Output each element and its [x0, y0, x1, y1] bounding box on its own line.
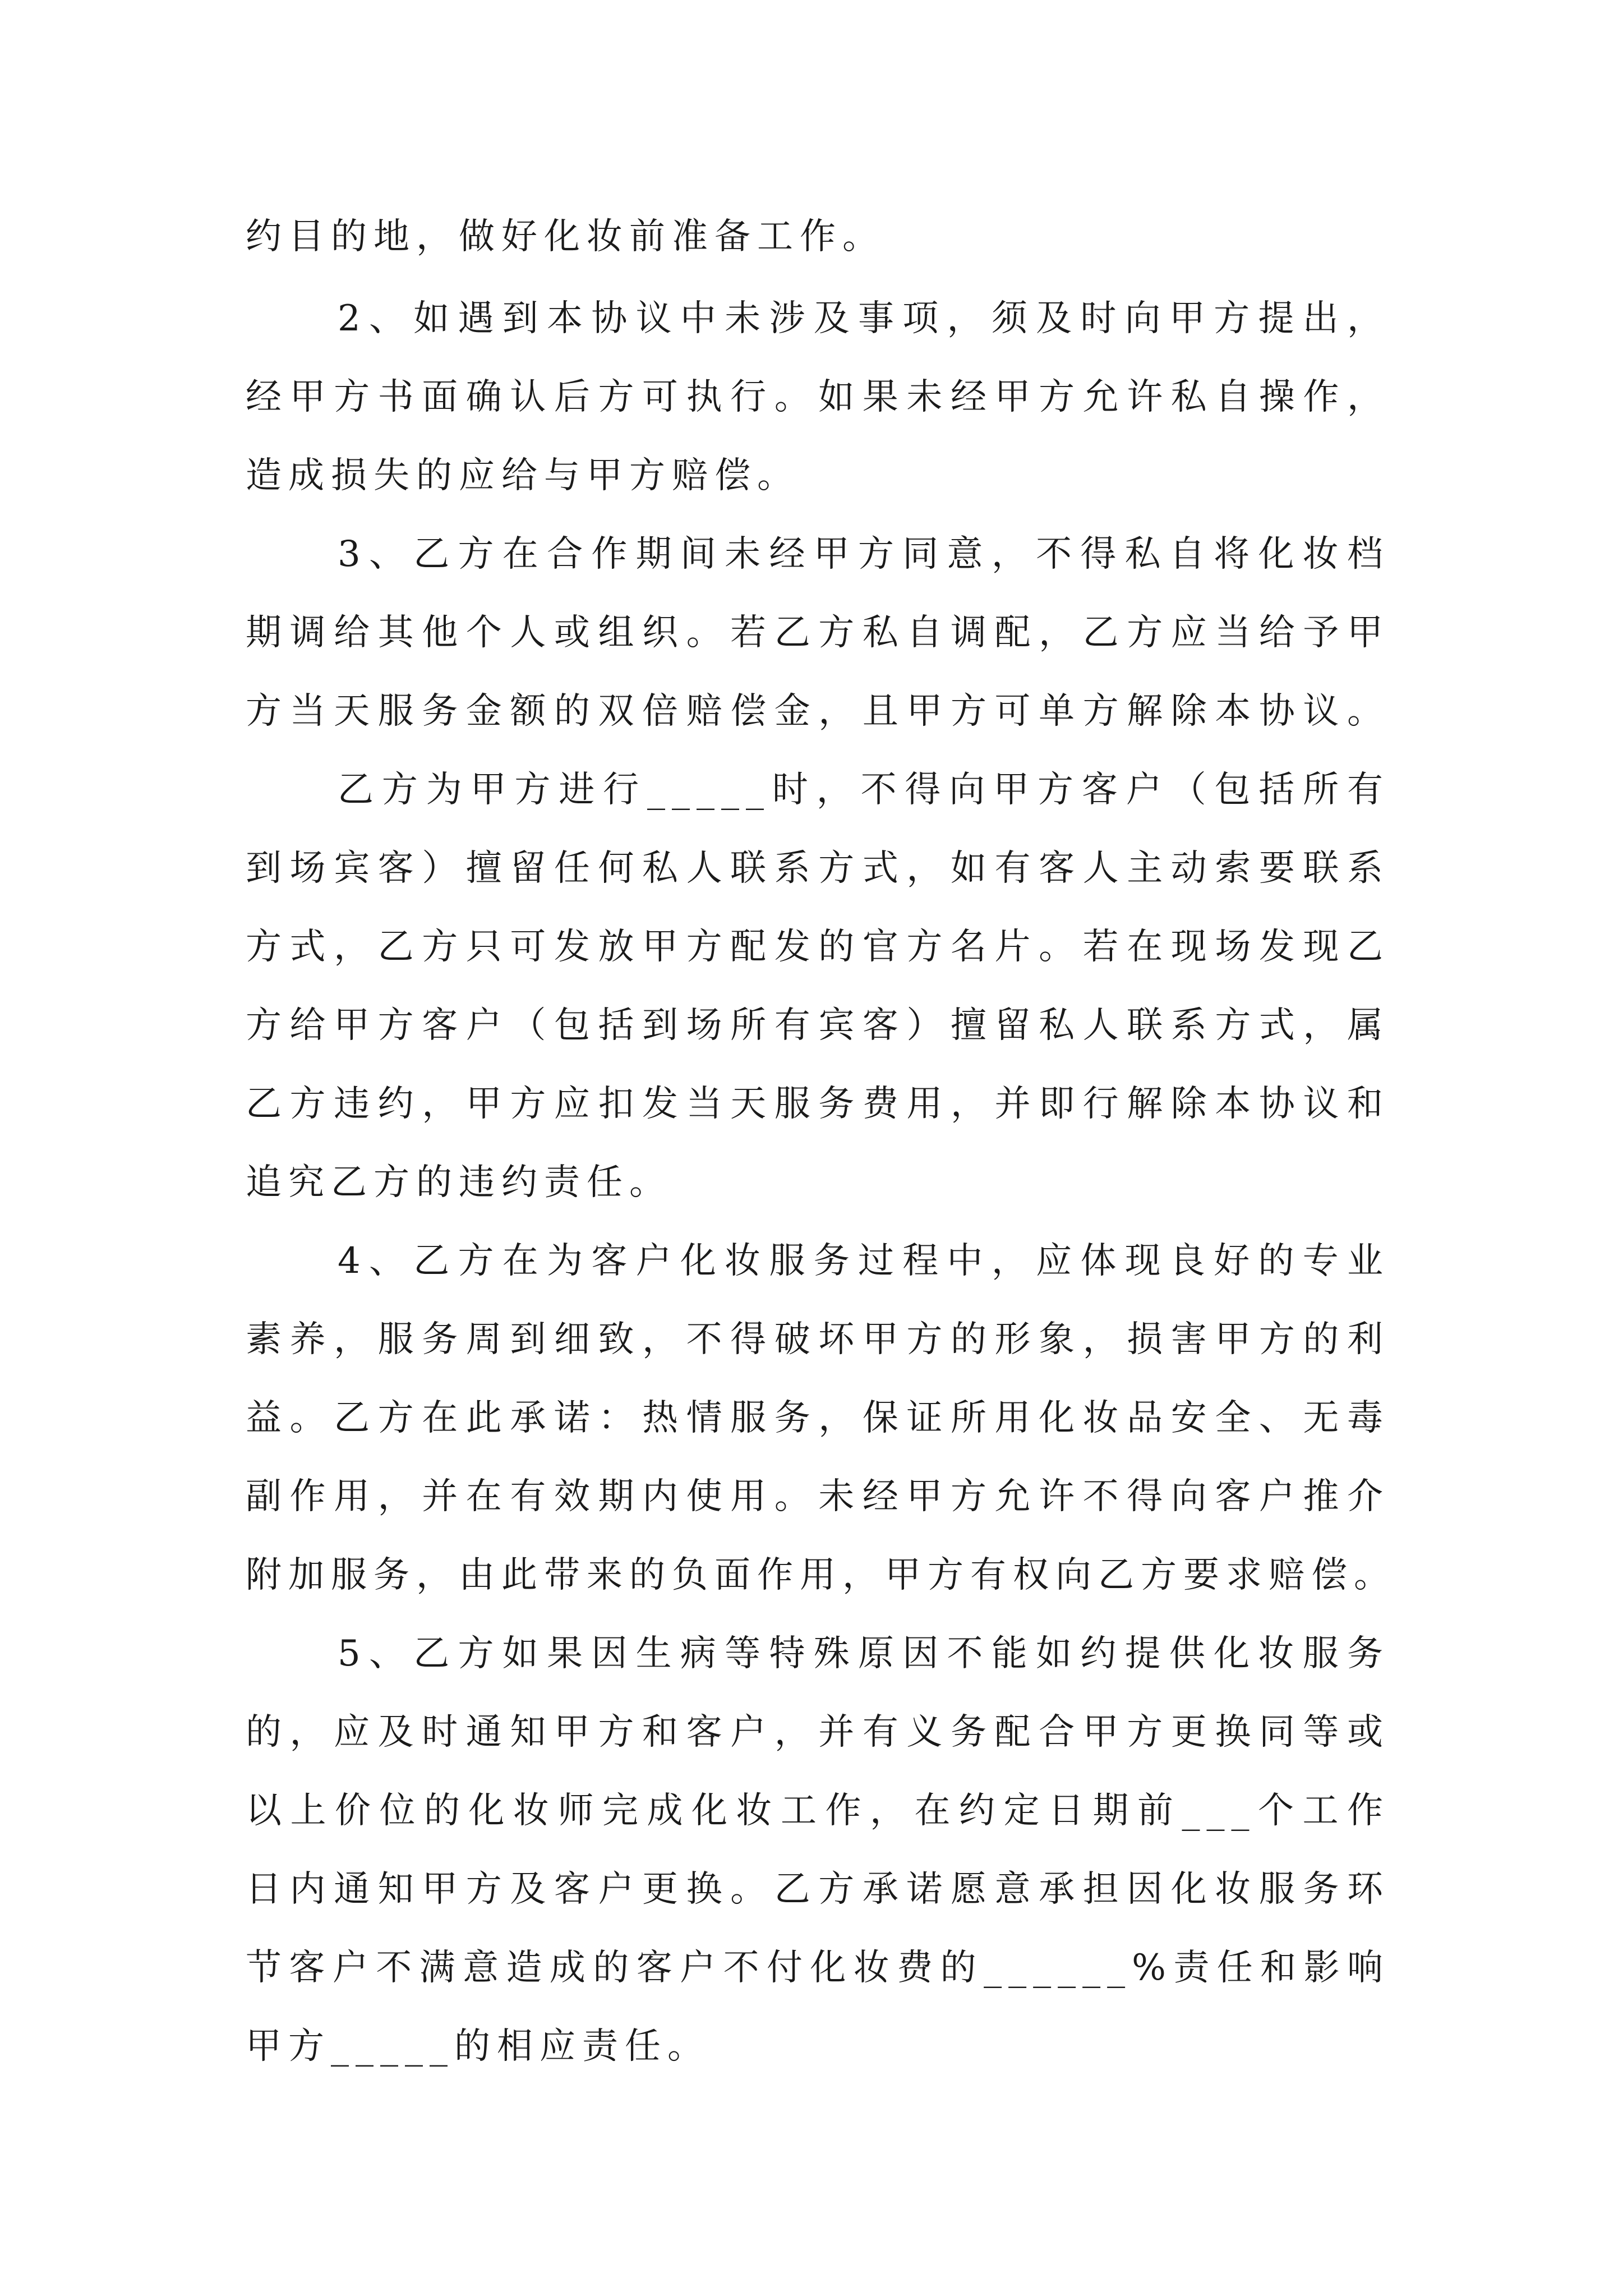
text-line: 以上价位的化妆师完成化妆工作，在约定日期前___个工作 — [246, 1790, 1390, 1832]
text-line: 的，应及时通知甲方和客户，并有义务配合甲方更换同等或 — [246, 1711, 1390, 1753]
text-line: 节客户不满意造成的客户不付化妆费的______%责任和影响 — [246, 1947, 1390, 1989]
text-line: 方当天服务金额的双倍赔偿金，且甲方可单方解除本协议。 — [246, 691, 1390, 732]
text-line: 约目的地，做好化妆前准备工作。 — [246, 216, 885, 257]
clause-4-line: 4、乙方在为客户化妆服务过程中，应体现良好的专业 — [338, 1240, 1390, 1282]
text-line: 到场宾客）擅留任何私人联系方式，如有客人主动索要联系 — [246, 848, 1390, 889]
text-line: 甲方_____的相应责任。 — [246, 2026, 710, 2067]
clause-3-line: 3、乙方在合作期间未经甲方同意，不得私自将化妆档 — [338, 533, 1390, 575]
text-line: 素养，服务周到细致，不得破坏甲方的形象，损害甲方的利 — [246, 1319, 1390, 1360]
text-line: 经甲方书面确认后方可执行。如果未经甲方允许私自操作， — [246, 376, 1390, 418]
clause-5-line: 5、乙方如果因生病等特殊原因不能如约提供化妆服务 — [338, 1633, 1390, 1674]
text-line: 方给甲方客户（包括到场所有宾客）擅留私人联系方式，属 — [246, 1005, 1390, 1046]
clause-2-line: 2、如遇到本协议中未涉及事项，须及时向甲方提出， — [338, 298, 1390, 339]
text-line: 副作用，并在有效期内使用。未经甲方允许不得向客户推介 — [246, 1476, 1390, 1517]
text-line: 乙方违约，甲方应扣发当天服务费用，并即行解除本协议和 — [246, 1083, 1390, 1125]
text-line: 日内通知甲方及客户更换。乙方承诺愿意承担因化妆服务环 — [246, 1869, 1390, 1910]
text-line: 期调给其他个人或组织。若乙方私自调配，乙方应当给予甲 — [246, 612, 1390, 654]
text-line: 追究乙方的违约责任。 — [246, 1162, 672, 1203]
text-line: 附加服务，由此带来的负面作用，甲方有权向乙方要求赔偿。 — [246, 1554, 1396, 1596]
text-line: 造成损失的应给与甲方赔偿。 — [246, 455, 800, 496]
text-line: 益。乙方在此承诺：热情服务，保证所用化妆品安全、无毒 — [246, 1397, 1390, 1439]
paragraph-start-line: 乙方为甲方进行_____时，不得向甲方客户（包括所有 — [338, 769, 1390, 811]
text-line: 方式，乙方只可发放甲方配发的官方名片。若在现场发现乙 — [246, 926, 1390, 968]
